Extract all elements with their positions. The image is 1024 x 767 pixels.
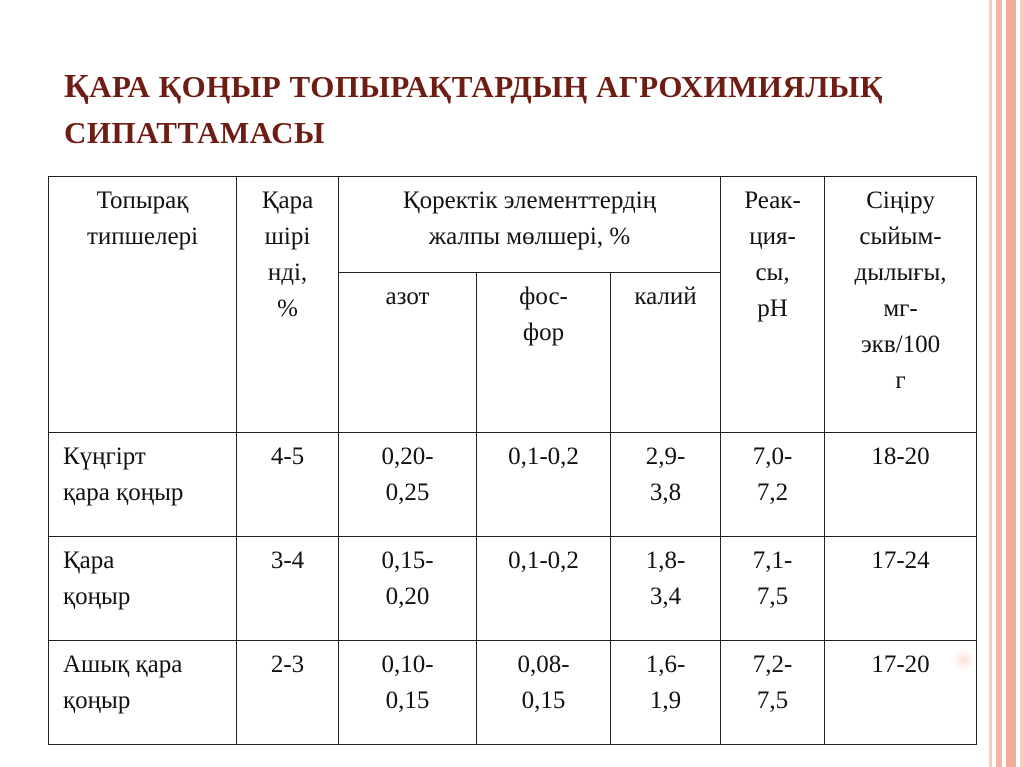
cell-reaction	[721, 433, 825, 537]
cell-line: 0,1-0,2	[508, 547, 579, 574]
header-soil-subtypes	[49, 177, 237, 433]
cell-line: 17-24	[871, 547, 930, 574]
title-line-1-text: АРА ҚОҢЫР ТОПЫРАҚТАРДЫҢ АГРОХИМИЯЛЫҚ	[89, 69, 883, 104]
cell-phosphorus	[477, 433, 611, 537]
cell-line: 0,15	[385, 687, 430, 714]
cell-line: 3-4	[270, 547, 305, 574]
cell-absorption	[825, 537, 977, 641]
cell-line: 2,9-	[645, 443, 686, 470]
cell-line: жалпы мөлшері, %	[428, 223, 631, 250]
cell-line: 3,4	[649, 583, 682, 610]
cell-subtype	[49, 433, 237, 537]
stripe	[1006, 0, 1016, 767]
cell-line: 0,08-	[517, 651, 570, 678]
cell-line: 1,8-	[645, 547, 686, 574]
cell-line: 0,1-0,2	[508, 443, 579, 470]
header-potassium	[611, 273, 721, 433]
cell-line: 7,5	[756, 583, 789, 610]
cell-line: Реак-	[744, 187, 801, 214]
title-line-2: СИПАТТАМАСЫ	[64, 115, 325, 150]
cell-nitrogen	[339, 641, 477, 745]
cell-line: Күңгірт	[63, 443, 146, 470]
cell-potassium	[611, 433, 721, 537]
cell-line: азот	[385, 283, 430, 310]
cell-phosphorus	[477, 537, 611, 641]
agrochemical-table	[48, 176, 977, 745]
cell-line: 0,20	[385, 583, 430, 610]
cell-line: 0,25	[385, 479, 430, 506]
cell-line: шірі	[264, 223, 311, 250]
cell-line: ция-	[749, 223, 796, 250]
stripe	[1020, 0, 1024, 767]
cell-line: қоңыр	[63, 583, 131, 610]
header-phosphorus	[477, 273, 611, 433]
cell-line: 0,20-	[381, 443, 434, 470]
cell-reaction	[721, 641, 825, 745]
cell-subtype	[49, 537, 237, 641]
cell-line: 7,0-	[752, 443, 793, 470]
cell-line: сыйым-	[859, 223, 942, 250]
cell-line: Ашық қара	[63, 651, 183, 678]
cell-line: дылығы,	[854, 259, 947, 286]
cell-line: Қара	[63, 547, 115, 574]
title-initial: Қ	[64, 68, 90, 105]
decorative-stripes	[988, 0, 1024, 767]
table-row	[49, 433, 977, 537]
cell-line: 7,2-	[752, 651, 793, 678]
cell-line: типшелері	[86, 223, 199, 250]
cell-phosphorus	[477, 641, 611, 745]
header-nitrogen	[339, 273, 477, 433]
cell-line: калий	[634, 283, 697, 310]
cell-humus	[237, 641, 339, 745]
table-row	[49, 641, 977, 745]
cell-line: 7,1-	[752, 547, 793, 574]
cell-line: 0,10-	[381, 651, 434, 678]
cell-line: г	[895, 367, 906, 394]
header-humus	[237, 177, 339, 433]
cell-line: %	[277, 295, 298, 322]
header-reaction	[721, 177, 825, 433]
cell-line: экв/100	[860, 331, 941, 358]
cell-line: Сіңіру	[866, 187, 935, 214]
cell-line: 3,8	[649, 479, 682, 506]
cell-line: қоңыр	[63, 687, 131, 714]
cell-nitrogen	[339, 433, 477, 537]
cell-line: рН	[757, 295, 788, 322]
cell-nitrogen	[339, 537, 477, 641]
cell-line: қара қоңыр	[63, 479, 184, 506]
cell-line: 17-20	[871, 651, 930, 678]
cell-absorption	[825, 641, 977, 745]
table-row	[49, 537, 977, 641]
stripe	[996, 0, 1002, 767]
header-nutrients	[339, 177, 721, 273]
cell-line: нді,	[267, 259, 308, 286]
slide-title	[64, 64, 964, 156]
cell-line: Қоректік элементтердің	[402, 187, 657, 214]
cell-line: мг-	[883, 295, 918, 322]
cell-line: 0,15	[521, 687, 566, 714]
header-absorption	[825, 177, 977, 433]
cell-line: сы,	[755, 259, 790, 286]
cell-line: фос-	[519, 283, 568, 310]
cell-line: 2-3	[270, 651, 305, 678]
cell-potassium	[611, 537, 721, 641]
title-line-1	[64, 64, 964, 110]
cell-absorption	[825, 433, 977, 537]
stripe	[989, 0, 992, 767]
cell-line: Қара	[261, 187, 314, 214]
cell-potassium	[611, 641, 721, 745]
cell-line: 1,9	[649, 687, 682, 714]
cell-humus	[237, 537, 339, 641]
cell-subtype	[49, 641, 237, 745]
cell-line: 18-20	[871, 443, 930, 470]
cell-line: фор	[522, 319, 565, 346]
cell-line: Топырақ	[96, 187, 189, 214]
cell-line: 7,5	[756, 687, 789, 714]
cell-line: 0,15-	[381, 547, 434, 574]
cell-line: 7,2	[756, 479, 789, 506]
cell-line: 1,6-	[645, 651, 686, 678]
cell-line: 4-5	[270, 443, 305, 470]
cell-reaction	[721, 537, 825, 641]
cell-humus	[237, 433, 339, 537]
